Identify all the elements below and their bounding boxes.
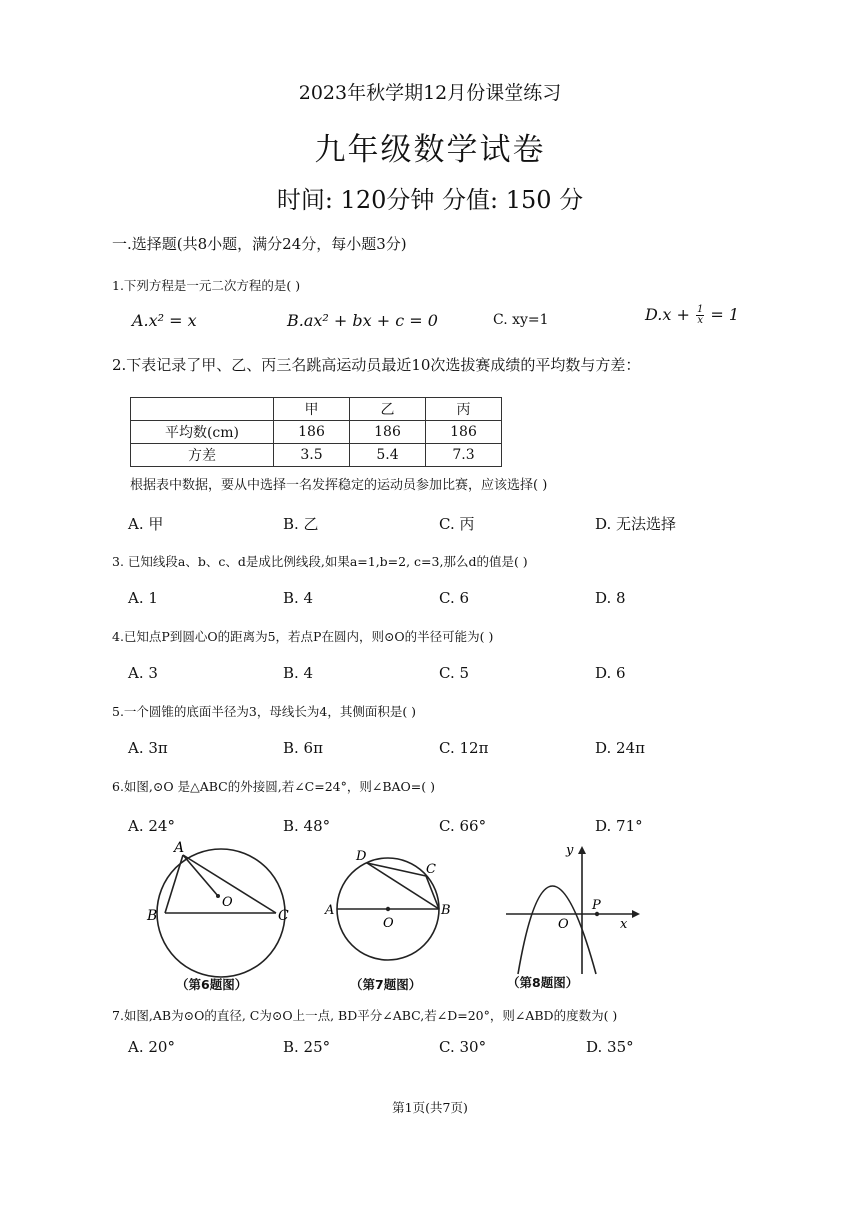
q7-option-d: D. 35° xyxy=(586,1038,634,1056)
q3-option-b: B. 4 xyxy=(283,589,314,607)
table-header-cell: 丙 xyxy=(426,398,502,421)
fig7-label-o: O xyxy=(383,916,394,931)
q2-option-a: A. 甲 xyxy=(128,515,164,533)
fig8-x-arrow xyxy=(632,910,640,918)
q1-option-a: A.x² = x xyxy=(132,311,197,330)
table-header-row xyxy=(131,398,502,421)
q5-option-c: C. 12π xyxy=(439,739,489,757)
fig7-caption: （第7题图） xyxy=(350,977,422,992)
exam-time-score: 时间: 120分钟 分值: 150 分 xyxy=(276,186,584,214)
fig6-side-ab xyxy=(165,855,183,913)
table-cell: 186 xyxy=(426,421,502,444)
q4-option-b: B. 4 xyxy=(283,664,314,682)
q2-option-d: D. 无法选择 xyxy=(595,515,677,533)
figure-7 xyxy=(320,840,460,980)
exam-subtitle: 2023年秋学期12月份课堂练习 xyxy=(298,82,562,104)
fig6-center-dot xyxy=(216,894,220,898)
table-header-cell xyxy=(131,398,274,421)
figure-6 xyxy=(140,838,300,998)
q7-option-a: A. 20° xyxy=(128,1038,175,1056)
fig8-parabola xyxy=(518,886,596,974)
fig8-label-o: O xyxy=(558,917,569,932)
q4-option-a: A. 3 xyxy=(128,664,158,682)
q6-option-b: B. 48° xyxy=(283,817,331,835)
fig7-label-b: B xyxy=(441,903,451,918)
fig6-label-o: O xyxy=(222,895,233,910)
fig6-label-a: A xyxy=(174,840,185,856)
table-cell: 5.4 xyxy=(350,444,426,467)
fig8-label-x: x xyxy=(620,917,628,932)
q5-option-a: A. 3π xyxy=(128,739,168,757)
fig8-y-arrow xyxy=(578,846,586,854)
fig6-caption: （第6题图） xyxy=(176,977,248,992)
table-header-cell: 甲 xyxy=(274,398,350,421)
question-2-text: 2.下表记录了甲、乙、丙三名跳高运动员最近10次选拔赛成绩的平均数与方差： xyxy=(112,356,641,374)
question-4-text: 4.已知点P到圆心O的距离为5，若点P在圆内，则⊙O的半径可能为( ) xyxy=(112,629,494,644)
fig6-radius-ao xyxy=(183,855,218,896)
q1-option-c: C. xy=1 xyxy=(493,312,549,328)
question-6-text: 6.如图,⊙O 是△ABC的外接圆,若∠C=24°，则∠BAO=( ) xyxy=(112,779,435,794)
table-cell: 方差 xyxy=(131,444,274,467)
q6-option-d: D. 71° xyxy=(595,817,643,835)
table-cell: 186 xyxy=(274,421,350,444)
fig8-caption: （第8题图） xyxy=(507,975,579,990)
q7-option-b: B. 25° xyxy=(283,1038,331,1056)
fig7-label-a: A xyxy=(325,903,335,918)
q6-option-c: C. 66° xyxy=(439,817,487,835)
fig8-label-p: P xyxy=(592,898,601,913)
fig7-label-d: D xyxy=(356,849,367,864)
q2-option-c: C. 丙 xyxy=(439,515,475,533)
table-cell: 3.5 xyxy=(274,444,350,467)
q4-option-d: D. 6 xyxy=(595,664,626,682)
fig8-label-y: y xyxy=(566,843,574,858)
question-7-text: 7.如图,AB为⊙O的直径, C为⊙O上一点, BD平分∠ABC,若∠D=20°，则∠ABD的度数为( ) xyxy=(112,1008,618,1023)
q6-option-a: A. 24° xyxy=(128,817,175,835)
table-cell: 186 xyxy=(350,421,426,444)
question-3-text: 3. 已知线段a、b、c、d是成比例线段,如果a=1,b=2, c=3,那么d的值是( ) xyxy=(112,554,528,569)
page-footer: 第1页(共7页) xyxy=(392,1100,468,1115)
q3-option-a: A. 1 xyxy=(128,589,158,607)
q1-option-d xyxy=(645,305,739,326)
q2-option-b: B. 乙 xyxy=(283,515,319,533)
figure-8 xyxy=(496,838,646,978)
table-cell: 7.3 xyxy=(426,444,502,467)
q5-option-d: D. 24π xyxy=(595,739,645,757)
question-1-text: 1.下列方程是一元二次方程的是( ) xyxy=(112,278,301,293)
q3-option-d: D. 8 xyxy=(595,589,626,607)
q1-option-d-suffix: = 1 xyxy=(705,305,740,324)
q4-option-c: C. 5 xyxy=(439,664,470,682)
fig6-label-b: B xyxy=(147,908,158,924)
q1-option-b: B.ax² + bx + c = 0 xyxy=(287,311,438,330)
table-header-cell: 乙 xyxy=(350,398,426,421)
fig6-label-c: C xyxy=(278,908,289,924)
table-row xyxy=(131,444,502,467)
fig7-label-c: C xyxy=(426,862,436,877)
q5-option-b: B. 6π xyxy=(283,739,323,757)
fig7-center-dot xyxy=(386,907,390,911)
fraction-1-over-x xyxy=(696,305,704,326)
q1-option-d-prefix: D.x + xyxy=(645,305,695,324)
stats-table xyxy=(130,397,502,467)
exam-title: 九年级数学试卷 xyxy=(314,132,546,168)
table-cell: 平均数(cm) xyxy=(131,421,274,444)
q3-option-c: C. 6 xyxy=(439,589,470,607)
q7-option-c: C. 30° xyxy=(439,1038,487,1056)
question-2-note: 根据表中数据，要从中选择一名发挥稳定的运动员参加比赛，应该选择( ) xyxy=(130,478,548,493)
question-5-text: 5.一个圆锥的底面半径为3，母线长为4，其侧面积是( ) xyxy=(112,704,417,719)
section-heading: 一.选择题(共8小题，满分24分，每小题3分) xyxy=(112,235,407,253)
fraction-denominator: x xyxy=(697,315,703,326)
table-row xyxy=(131,421,502,444)
fraction-numerator: 1 xyxy=(696,304,704,315)
